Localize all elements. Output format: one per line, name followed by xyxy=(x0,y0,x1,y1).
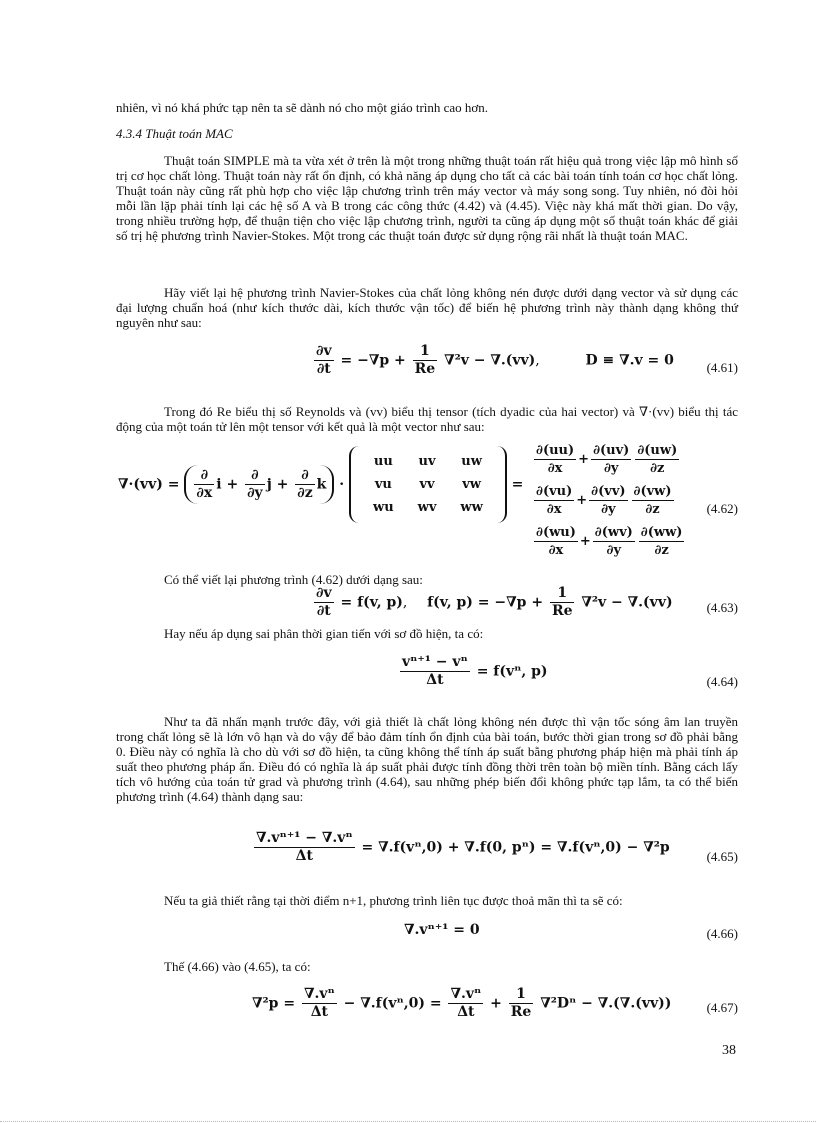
equation-4-61: $\frac{\partial v}{\partial t}$ = −∇p + $\frac{1}{Re}$ ∇²v − ∇.(vv), D ≡ ∇.v = 0 xyxy=(316,343,674,377)
paragraph-time-difference: Hay nếu áp dụng sai phân thời gian tiến với sơ đồ hiện, ta có: xyxy=(164,626,484,641)
equation-number-4-64: (4.64) xyxy=(706,674,738,689)
paragraph-simple: Thuật toán SIMPLE mà ta vừa xét ở trên là một trong những thuật toán rất hiệu quả trong việc lập mô hình số trị cơ học chất lỏng. Thuật toán này rất ổn định, có khả năng áp dụng cho tất cả các bài toán tính toán cơ học chất lỏng. Thuật toán này cũng rất phù hợp cho việc lập chương trình trên máy vector và máy song song. Tuy nhiên, nó đòi hỏi mỗi lần lặp phải tính lại các hệ số A và B trong các công thức (4.42) và (4.45). Việc này khá mất thời gian. Do vậy, trong nhiều trường hợp, để thuận tiện cho việc lập chương trình, người ta cũng áp dụng một số thuật toán khác để giải số trị hệ phương trình Navier-Stokes. Một trong các thuật toán được sử dụng rộng rãi nhất là thuật toán MAC. xyxy=(116,153,738,243)
intro-line: nhiên, vì nó khá phức tạp nên ta sẽ dành nó cho một giáo trình cao hơn. xyxy=(116,100,489,115)
dyadic-matrix: uu uv uw vu vv vw wu wv ww xyxy=(373,454,483,515)
paragraph-continuity: Nếu ta giả thiết rằng tại thời điểm n+1, phương trình liên tục được thoả mãn thì ta sẽ có: xyxy=(164,893,623,908)
equation-number-4-66: (4.66) xyxy=(706,926,738,941)
equation-number-4-65: (4.65) xyxy=(706,849,738,864)
section-heading: 4.3.4 Thuật toán MAC xyxy=(116,126,233,141)
equation-4-64: $\frac{\text{vⁿ⁺¹ − vⁿ}}{\Delta t}$ = f(vⁿ, p) xyxy=(402,654,548,688)
equation-4-65: $\frac{\text{∇.vⁿ⁺¹ − ∇.vⁿ}}{\Delta t}$ = ∇.f(vⁿ,0) + ∇.f(0, pⁿ) = ∇.f(vⁿ,0) − ∇²p xyxy=(256,830,670,864)
equation-4-63: $\frac{\partial v}{\partial t}$ = f(v, p), f(v, p) = −∇p + $\frac{1}{Re}$ ∇²v − ∇.(vv) xyxy=(316,585,673,619)
paragraph-pressure: Như ta đã nhấn mạnh trước đây, với giả thiết là chất lỏng không nén được thì vận tốc sóng âm lan truyền trong chất lỏng sẽ là lớn vô hạn và do vậy để bảo đảm tính ổn định của bài toán, bước thời gian trong sơ đồ phải bằng 0. Điều này có nghĩa là cho dù với sơ đồ hiện, ta cũng không thể tính áp suất bằng phương pháp hiện mà phải tính áp suất theo phương pháp ẩn. Điều đó có nghĩa là áp suất phải được tính đồng thời trên toàn bộ miền tính. Bằng cách lấy tích vô hướng của toán tử grad và phương trình (4.64), sau những phép biến đổi không phức tạp lắm, ta có thể biến phương trình (4.64) thành dạng sau: xyxy=(116,714,738,804)
equation-number-4-63: (4.63) xyxy=(706,600,738,615)
equation-4-67: ∇²p = $\frac{\text{∇.vⁿ}}{\Delta t}$ − ∇.f(vⁿ,0) = $\frac{\text{∇.vⁿ}}{\Delta t}$ + $\frac{1}{Re}$ ∇²Dⁿ − ∇.(∇.(vv)) xyxy=(252,986,672,1020)
equation-number-4-67: (4.67) xyxy=(706,1000,738,1015)
paragraph-substitute: Thế (4.66) vào (4.65), ta có: xyxy=(164,959,311,974)
paragraph-tensor: Trong đó Re biểu thị số Reynolds và (vv) biểu thị tensor (tích dyadic của hai vector) và ∇·(vv) biểu thị tác động của một toán tử lên một tensor với kết quả là một vector như sau: xyxy=(116,404,738,434)
equation-number-4-62: (4.62) xyxy=(706,501,738,516)
paragraph-navier-stokes: Hãy viết lại hệ phương trình Navier-Stokes của chất lỏng không nén được dưới dạng vector và sử dụng các đại lượng chuẩn hoá (như kích thước dài, kích thước vận tốc) để biến hệ phương trình này thành dạng không thứ nguyên như sau: xyxy=(116,285,738,330)
divergence-result-column: $\frac{\partial(uu)}{\partial x}$ + $\frac{\partial(uv)}{\partial y}$ $\frac{\partial(uw)}{\partial z}$ $\frac{\partial(vu)}{\partial x}$ + $\frac{\partial(vv)}{\partial y}$ $\frac{\partial(vw)}{\partial z}$ $\frac{\partial(wu)}{\partial x}$ + $\frac{\partial(wv)}{\partial y}$ $\frac{\partial(ww)}{\partial z}$ xyxy=(536,443,683,558)
page-number: 38 xyxy=(722,1043,736,1058)
page-bottom-divider xyxy=(0,1121,816,1122)
equation-4-66: ∇.vⁿ⁺¹ = 0 xyxy=(404,922,480,938)
equation-number-4-61: (4.61) xyxy=(706,360,738,375)
paragraph-rewrite: Có thể viết lại phương trình (4.62) dưới dạng sau: xyxy=(164,572,423,587)
equation-4-62: ∇·(vv) = $\frac{\partial}{\partial x}$ i + $\frac{\partial}{\partial y}$ j + $\frac{\partial}{\partial z}$ k · uu uv uw vu vv vw wu wv ww = xyxy=(118,446,523,523)
